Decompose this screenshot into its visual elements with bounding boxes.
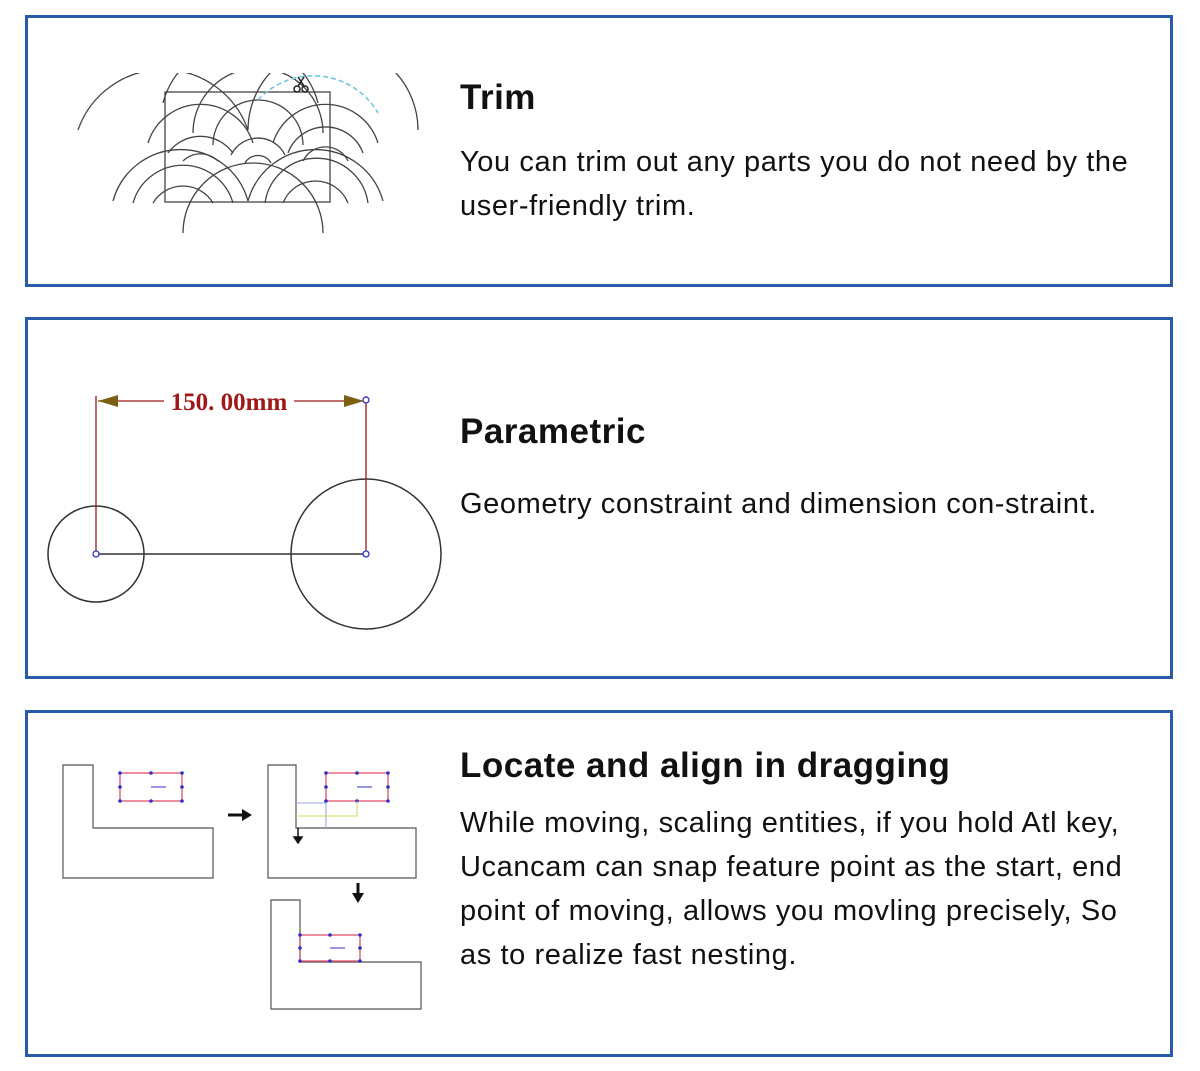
feature-description: Geometry constraint and dimension con-straint. (460, 488, 1097, 520)
feature-title: Trim (460, 78, 536, 117)
locate-align-figure (58, 753, 428, 1023)
feature-description: You can trim out any parts you do not need by the user-friendly trim. (460, 146, 1129, 222)
feature-title: Locate and align in dragging (460, 746, 951, 785)
arrow-down-icon (352, 883, 364, 903)
feature-card-trim (25, 15, 1173, 287)
feature-description: While moving, scaling entities, if you hold Atl key, Ucancam can snap feature point as the start, end point of moving, allows you movling precisely, So as to realize fast nesting. (460, 807, 1123, 971)
feature-card-parametric (25, 317, 1173, 679)
trim-figure (73, 73, 423, 233)
dimension-label: 150. 00mm (170, 389, 288, 416)
feature-card-locate-align (25, 710, 1173, 1057)
feature-title: Parametric (460, 412, 646, 451)
arrow-right-icon (228, 809, 252, 821)
parametric-figure (46, 380, 446, 640)
